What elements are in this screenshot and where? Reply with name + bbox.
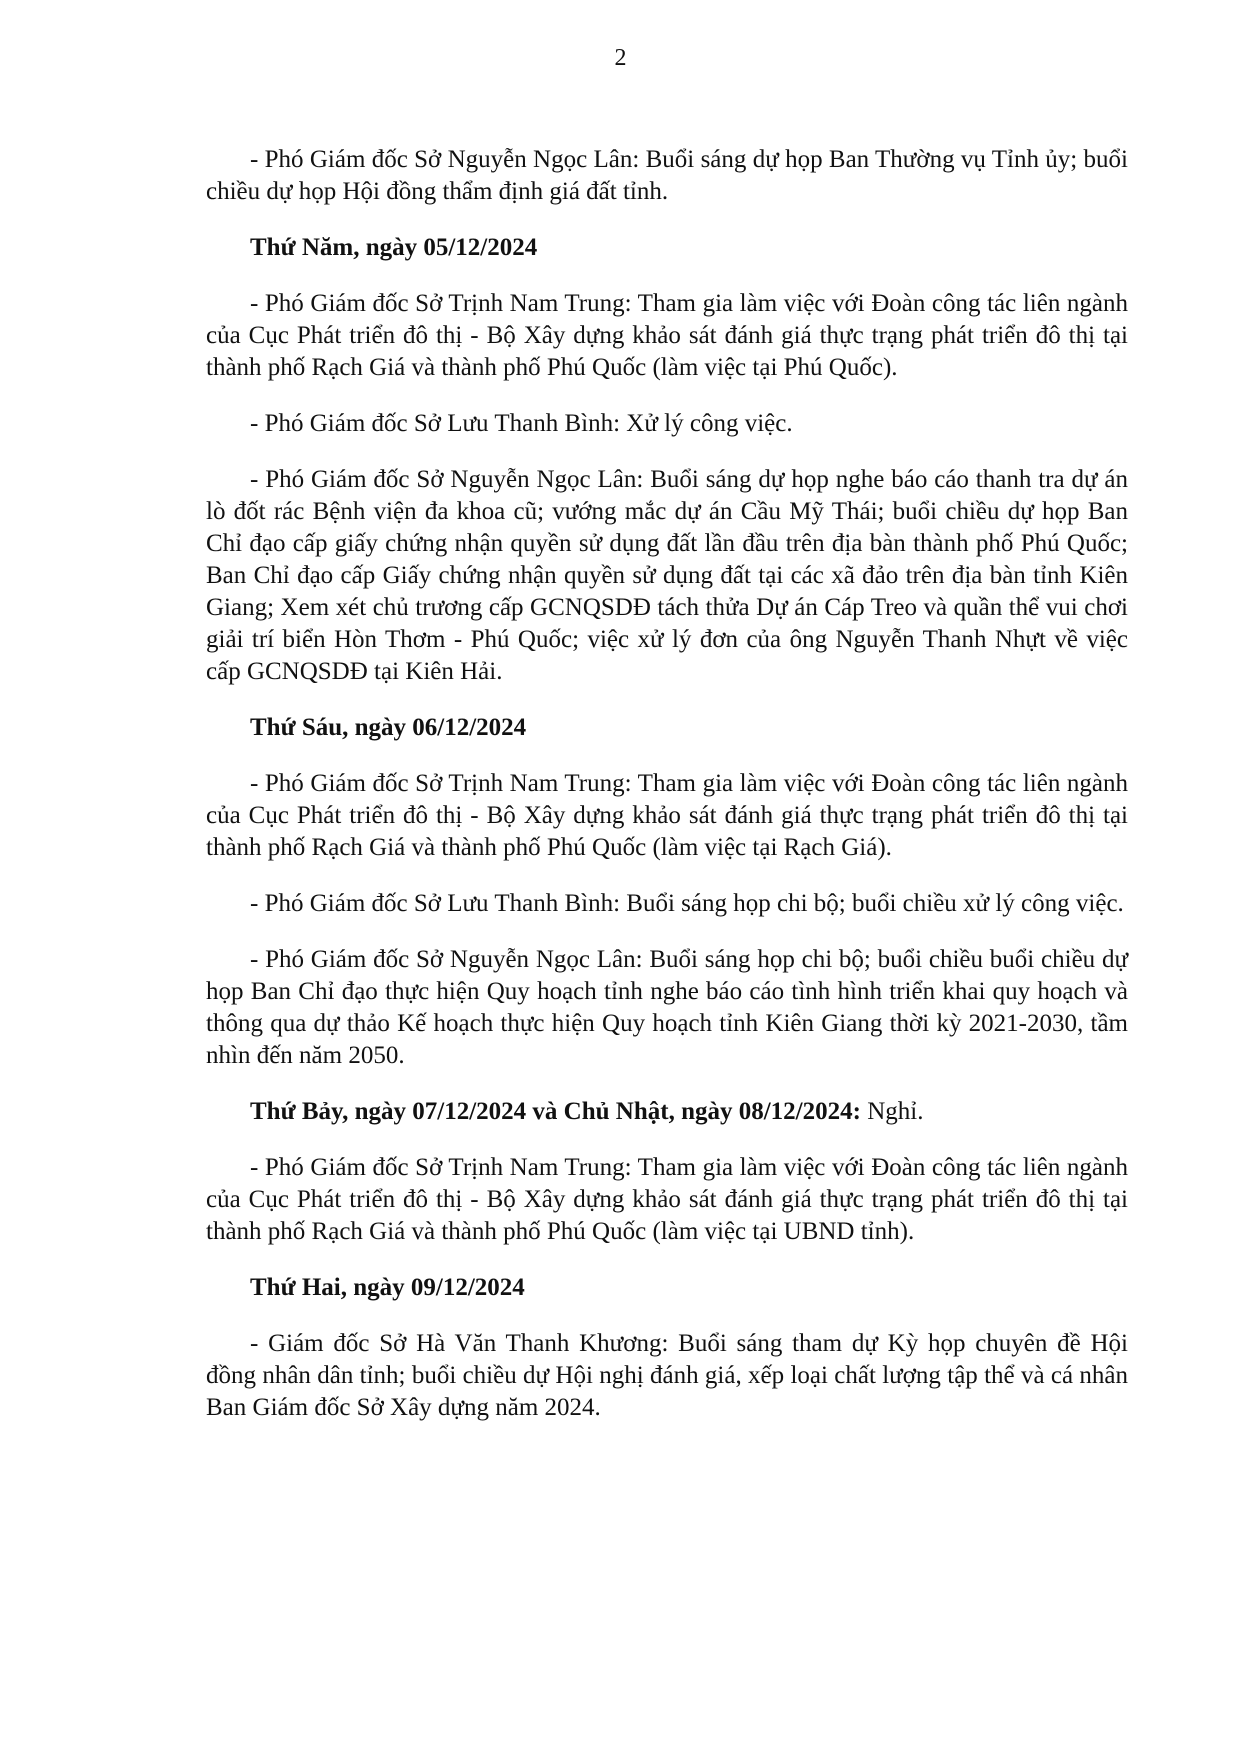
heading-thursday-0512: Thứ Năm, ngày 05/12/2024: [250, 234, 538, 261]
paragraph-binh-dec06: - Phó Giám đốc Sở Lưu Thanh Bình: Buổi sáng họp chi bộ; buổi chiều xử lý công việc.: [250, 890, 1124, 917]
heading-weekend-suffix: Nghỉ.: [860, 1098, 924, 1125]
paragraph-khuong-dec09: - Giám đốc Sở Hà Văn Thanh Khương: Buổi sáng tham dự Kỳ họp chuyên đề Hội đồng nhân dân tỉnh; buổi chiều dự Hội nghị đánh giá, xếp loại chất lượng tập thể và cá nhân Ban Giám đốc Sở Xây dựng năm 2024.: [206, 1330, 1128, 1421]
paragraph-trung-weekend: - Phó Giám đốc Sở Trịnh Nam Trung: Tham gia làm việc với Đoàn công tác liên ngành của Cục Phát triển đô thị - Bộ Xây dựng khảo sát đánh giá thực trạng phát triển đô thị tại thành phố Rạch Giá và thành phố Phú Quốc (làm việc tại UBND tỉnh).: [206, 1154, 1128, 1245]
document-body: [206, 144, 1128, 1448]
heading-weekend-0712-0812: [206, 1096, 1128, 1128]
heading-weekend-text: Thứ Bảy, ngày 07/12/2024 và Chủ Nhật, ngày 08/12/2024:: [250, 1098, 861, 1125]
paragraph-binh-dec05: - Phó Giám đốc Sở Lưu Thanh Bình: Xử lý công việc.: [250, 410, 793, 437]
paragraph-trung-dec06: - Phó Giám đốc Sở Trịnh Nam Trung: Tham gia làm việc với Đoàn công tác liên ngành của Cục Phát triển đô thị - Bộ Xây dựng khảo sát đánh giá thực trạng phát triển đô thị tại thành phố Rạch Giá và thành phố Phú Quốc (làm việc tại Rạch Giá).: [206, 770, 1128, 861]
paragraph-trung-dec05: - Phó Giám đốc Sở Trịnh Nam Trung: Tham gia làm việc với Đoàn công tác liên ngành của Cục Phát triển đô thị - Bộ Xây dựng khảo sát đánh giá thực trạng phát triển đô thị tại thành phố Rạch Giá và thành phố Phú Quốc (làm việc tại Phú Quốc).: [206, 290, 1128, 381]
heading-monday-0912: Thứ Hai, ngày 09/12/2024: [250, 1274, 525, 1301]
heading-friday-0612: Thứ Sáu, ngày 06/12/2024: [250, 714, 527, 741]
paragraph-lan-dec06: - Phó Giám đốc Sở Nguyễn Ngọc Lân: Buổi sáng họp chi bộ; buổi chiều buổi chiều dự họp Ban Chỉ đạo thực hiện Quy hoạch tỉnh nghe báo cáo tình hình triển khai quy hoạch và thông qua dự thảo Kế hoạch thực hiện Quy hoạch tỉnh Kiên Giang thời kỳ 2021-2030, tầm nhìn đến năm 2050.: [206, 946, 1128, 1069]
page-number: 2: [614, 45, 627, 71]
paragraph-lan-dec05: - Phó Giám đốc Sở Nguyễn Ngọc Lân: Buổi sáng dự họp nghe báo cáo thanh tra dự án lò đốt rác Bệnh viện đa khoa cũ; vướng mắc dự án Cầu Mỹ Thái; buổi chiều dự họp Ban Chỉ đạo cấp giấy chứng nhận quyền sử dụng đất lần đầu trên địa bàn thành phố Phú Quốc; Ban Chỉ đạo cấp Giấy chứng nhận quyền sử dụng đất tại các xã đảo trên địa bàn tỉnh Kiên Giang; Xem xét chủ trương cấp GCNQSDĐ tách thửa Dự án Cáp Treo và quần thể vui chơi giải trí biển Hòn Thơm - Phú Quốc; việc xử lý đơn của ông Nguyễn Thanh Nhựt về việc cấp GCNQSDĐ tại Kiên Hải.: [206, 466, 1128, 685]
paragraph-lan-dec04: - Phó Giám đốc Sở Nguyễn Ngọc Lân: Buổi sáng dự họp Ban Thường vụ Tỉnh ủy; buổi chiều dự họp Hội đồng thẩm định giá đất tỉnh.: [206, 146, 1128, 205]
